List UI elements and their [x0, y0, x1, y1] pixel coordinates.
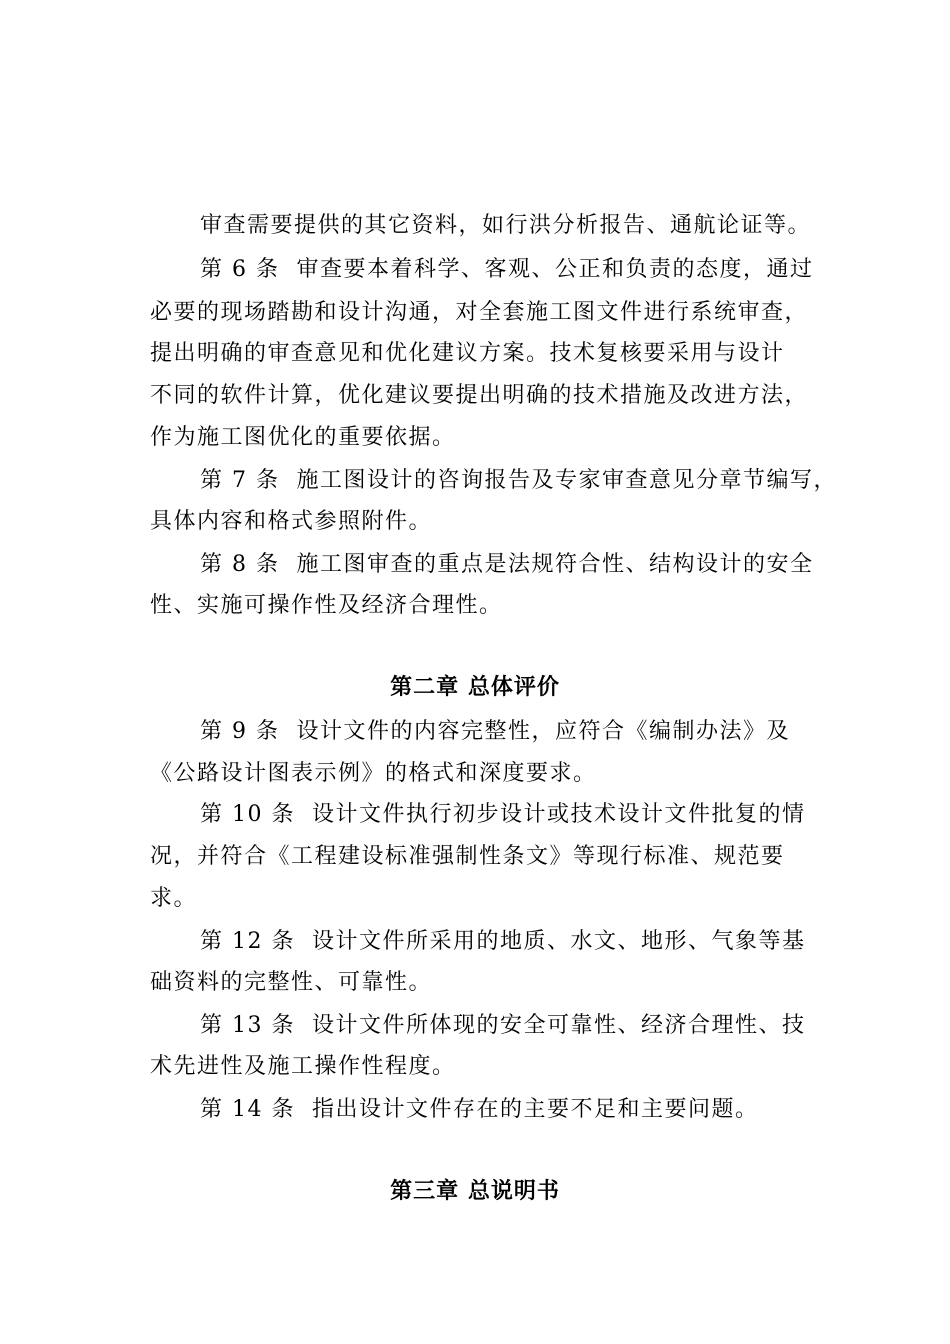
article-7-line: 第 7 条 施工图设计的咨询报告及专家审查意见分章节编写，: [200, 468, 837, 493]
paragraph-line: 况，并符合《工程建设标准强制性条文》等现行标准、规范要: [150, 844, 785, 869]
paragraph-line: 础资料的完整性、可靠性。: [150, 970, 433, 995]
paragraph-line: 《公路设计图表示例》的格式和深度要求。: [150, 761, 597, 786]
chapter-2-heading: 第二章 总体评价: [390, 675, 560, 700]
article-12-line: 第 12 条 设计文件所采用的地质、水文、地形、气象等基: [200, 929, 806, 954]
paragraph-line: 必要的现场踏勘和设计沟通，对全套施工图文件进行系统审查，: [150, 300, 809, 325]
paragraph-line: 审查需要提供的其它资料，如行洪分析报告、通航论证等。: [200, 213, 812, 238]
paragraph-line: 术先进性及施工操作性程度。: [150, 1054, 456, 1079]
chapter-3-heading: 第三章 总说明书: [390, 1179, 560, 1204]
paragraph-line: 求。: [150, 886, 198, 911]
paragraph-line: 作为施工图优化的重要依据。: [150, 425, 456, 450]
paragraph-line: 性、实施可操作性及经济合理性。: [150, 593, 503, 618]
paragraph-line: 不同的软件计算，优化建议要提出明确的技术措施及改进方法，: [150, 383, 809, 408]
paragraph-line: 具体内容和格式参照附件。: [150, 509, 433, 534]
article-10-line: 第 10 条 设计文件执行初步设计或技术设计文件批复的情: [200, 802, 806, 827]
article-6-line: 第 6 条 审查要本着科学、客观、公正和负责的态度，通过: [200, 257, 814, 282]
article-8-line: 第 8 条 施工图审查的重点是法规符合性、结构设计的安全: [200, 552, 814, 577]
paragraph-line: 提出明确的审查意见和优化建议方案。技术复核要采用与设计: [150, 341, 785, 366]
article-14-line: 第 14 条 指出设计文件存在的主要不足和主要问题。: [200, 1097, 759, 1122]
article-9-line: 第 9 条 设计文件的内容完整性，应符合《编制办法》及: [200, 719, 790, 744]
article-13-line: 第 13 条 设计文件所体现的安全可靠性、经济合理性、技: [200, 1013, 806, 1038]
